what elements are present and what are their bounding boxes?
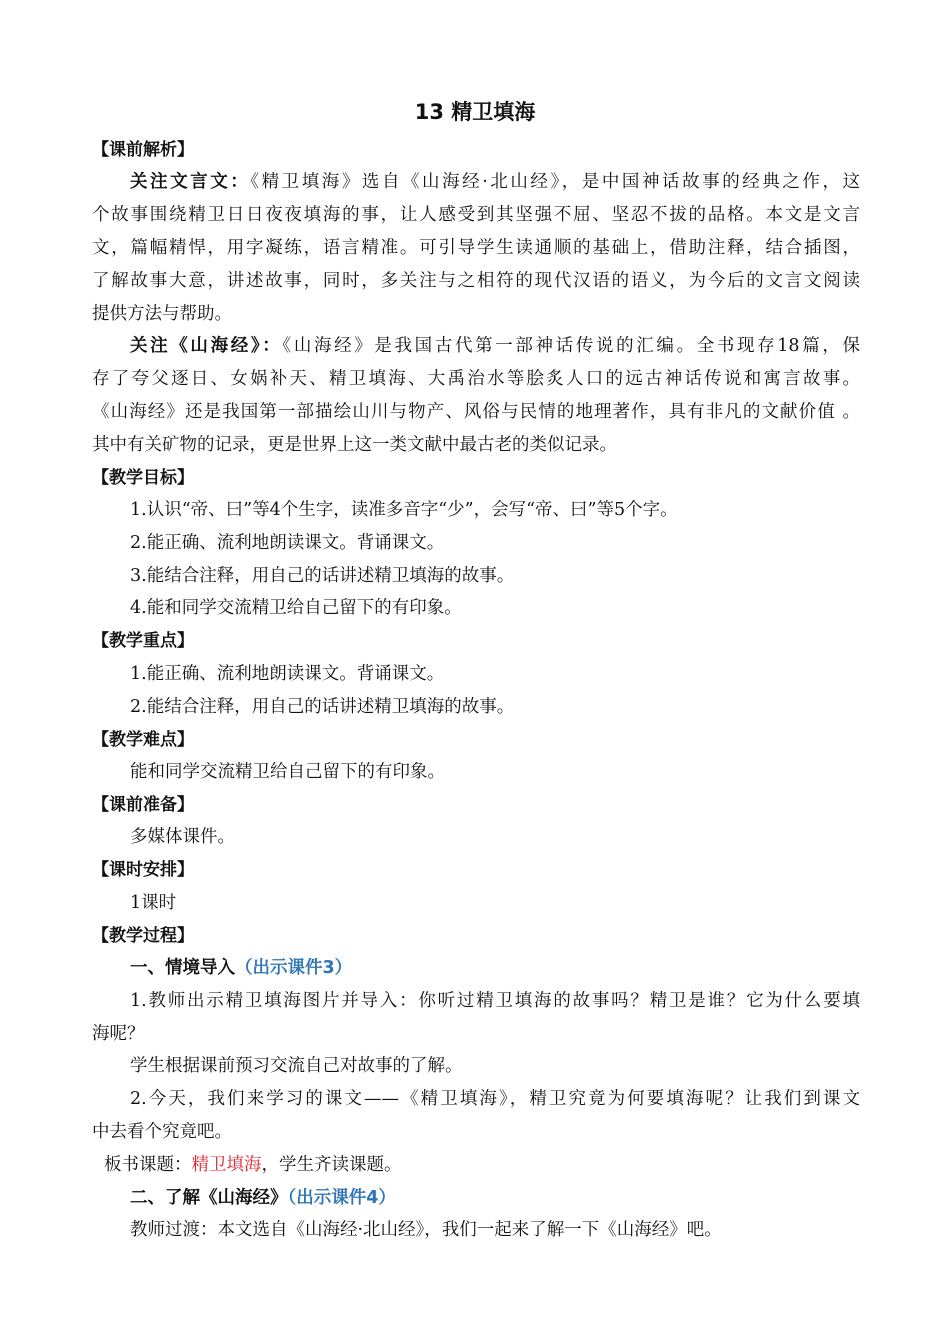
step-heading	[130, 1184, 396, 1212]
list-item: 1.认识“帝、曰”等4个生字，读准多音字“少”，会写“帝、曰”等5个字。	[130, 500, 678, 520]
paragraph-line	[130, 168, 860, 196]
section-heading-key-points: 【教学重点】	[92, 631, 194, 651]
paragraph-line: 学生根据课前预习交流自己对故事的了解。	[130, 1056, 463, 1076]
board-title-line	[104, 1151, 402, 1179]
paragraph-line: 提供方法与帮助。	[92, 304, 232, 324]
section-heading-analysis: 【课前解析】	[92, 140, 194, 160]
list-item: 能和同学交流精卫给自己留下的有印象。	[130, 762, 445, 782]
section-heading-schedule: 【课时安排】	[92, 860, 194, 880]
list-item: 多媒体课件。	[130, 827, 235, 847]
paragraph-line: 海呢？	[92, 1024, 145, 1044]
section-heading-difficulties: 【教学难点】	[92, 730, 194, 750]
list-item: 1.能正确、流利地朗读课文。背诵课文。	[130, 664, 445, 684]
page-title: 13 精卫填海	[414, 100, 536, 124]
paragraph-label: 关注文言文：	[130, 172, 251, 192]
paragraph-label: 关注《山海经》：	[130, 336, 283, 356]
board-prefix: 板书课题：	[104, 1155, 192, 1175]
paragraph-line: 了解故事大意，讲述故事，同时，多关注与之相符的现代汉语的语义，为今后的文言文阅读	[92, 271, 860, 291]
paragraph-line: 《山海经》还是我国第一部描绘山川与物产、风俗与民情的地理著作，具有非凡的文献价值 。	[92, 402, 860, 422]
courseware-tag: （出示课件4）	[287, 1188, 396, 1208]
paragraph-line: 1.教师出示精卫填海图片并导入：你听过精卫填海的故事吗？精卫是谁？它为什么要填	[130, 991, 860, 1011]
section-heading-goals: 【教学目标】	[92, 468, 194, 488]
list-item: 3.能结合注释，用自己的话讲述精卫填海的故事。	[130, 566, 515, 586]
section-heading-preparation: 【课前准备】	[92, 795, 194, 815]
paragraph-text: 《山海经》是我国古代第一部神话传说的汇编。全书现存18篇，保	[282, 336, 860, 356]
paragraph-line: 文，篇幅精悍，用字凝练，语言精准。可引导学生读通顺的基础上，借助注释，结合插图，	[92, 238, 860, 258]
paragraph-line: 个故事围绕精卫日日夜夜填海的事，让人感受到其坚强不屈、坚忍不拔的品格。本文是文言	[92, 205, 860, 225]
section-heading-process: 【教学过程】	[92, 926, 194, 946]
list-item: 4.能和同学交流精卫给自己留下的有印象。	[130, 598, 462, 618]
paragraph-line: 存了夸父逐日、女娲补天、精卫填海、大禹治水等脍炙人口的远古神话传说和寓言故事。	[92, 369, 860, 389]
step-heading	[130, 954, 352, 982]
list-item: 2.能结合注释，用自己的话讲述精卫填海的故事。	[130, 697, 515, 717]
list-item: 2.能正确、流利地朗读课文。背诵课文。	[130, 533, 445, 553]
paragraph-line: 教师过渡：本文选自《山海经·北山经》，我们一起来了解一下《山海经》吧。	[130, 1220, 722, 1240]
step-title: 一、情境导入	[130, 958, 235, 978]
list-item: 1课时	[130, 893, 177, 913]
paragraph-text: 《精卫填海》选自《山海经·北山经》，是中国神话故事的经典之作，这	[250, 172, 861, 192]
paragraph-line: 其中有关矿物的记录，更是世界上这一类文献中最古老的类似记录。	[92, 435, 617, 455]
board-suffix: ，学生齐读课题。	[261, 1155, 402, 1175]
board-highlight: 精卫填海	[191, 1155, 262, 1175]
paragraph-line: 2.今天，我们来学习的课文——《精卫填海》，精卫究竟为何要填海呢？让我们到课文	[130, 1089, 860, 1109]
paragraph-line: 中去看个究竟吧。	[92, 1122, 232, 1142]
paragraph-line	[130, 332, 860, 360]
courseware-tag: （出示课件3）	[235, 958, 353, 978]
step-title: 二、了解《山海经》	[130, 1188, 288, 1208]
